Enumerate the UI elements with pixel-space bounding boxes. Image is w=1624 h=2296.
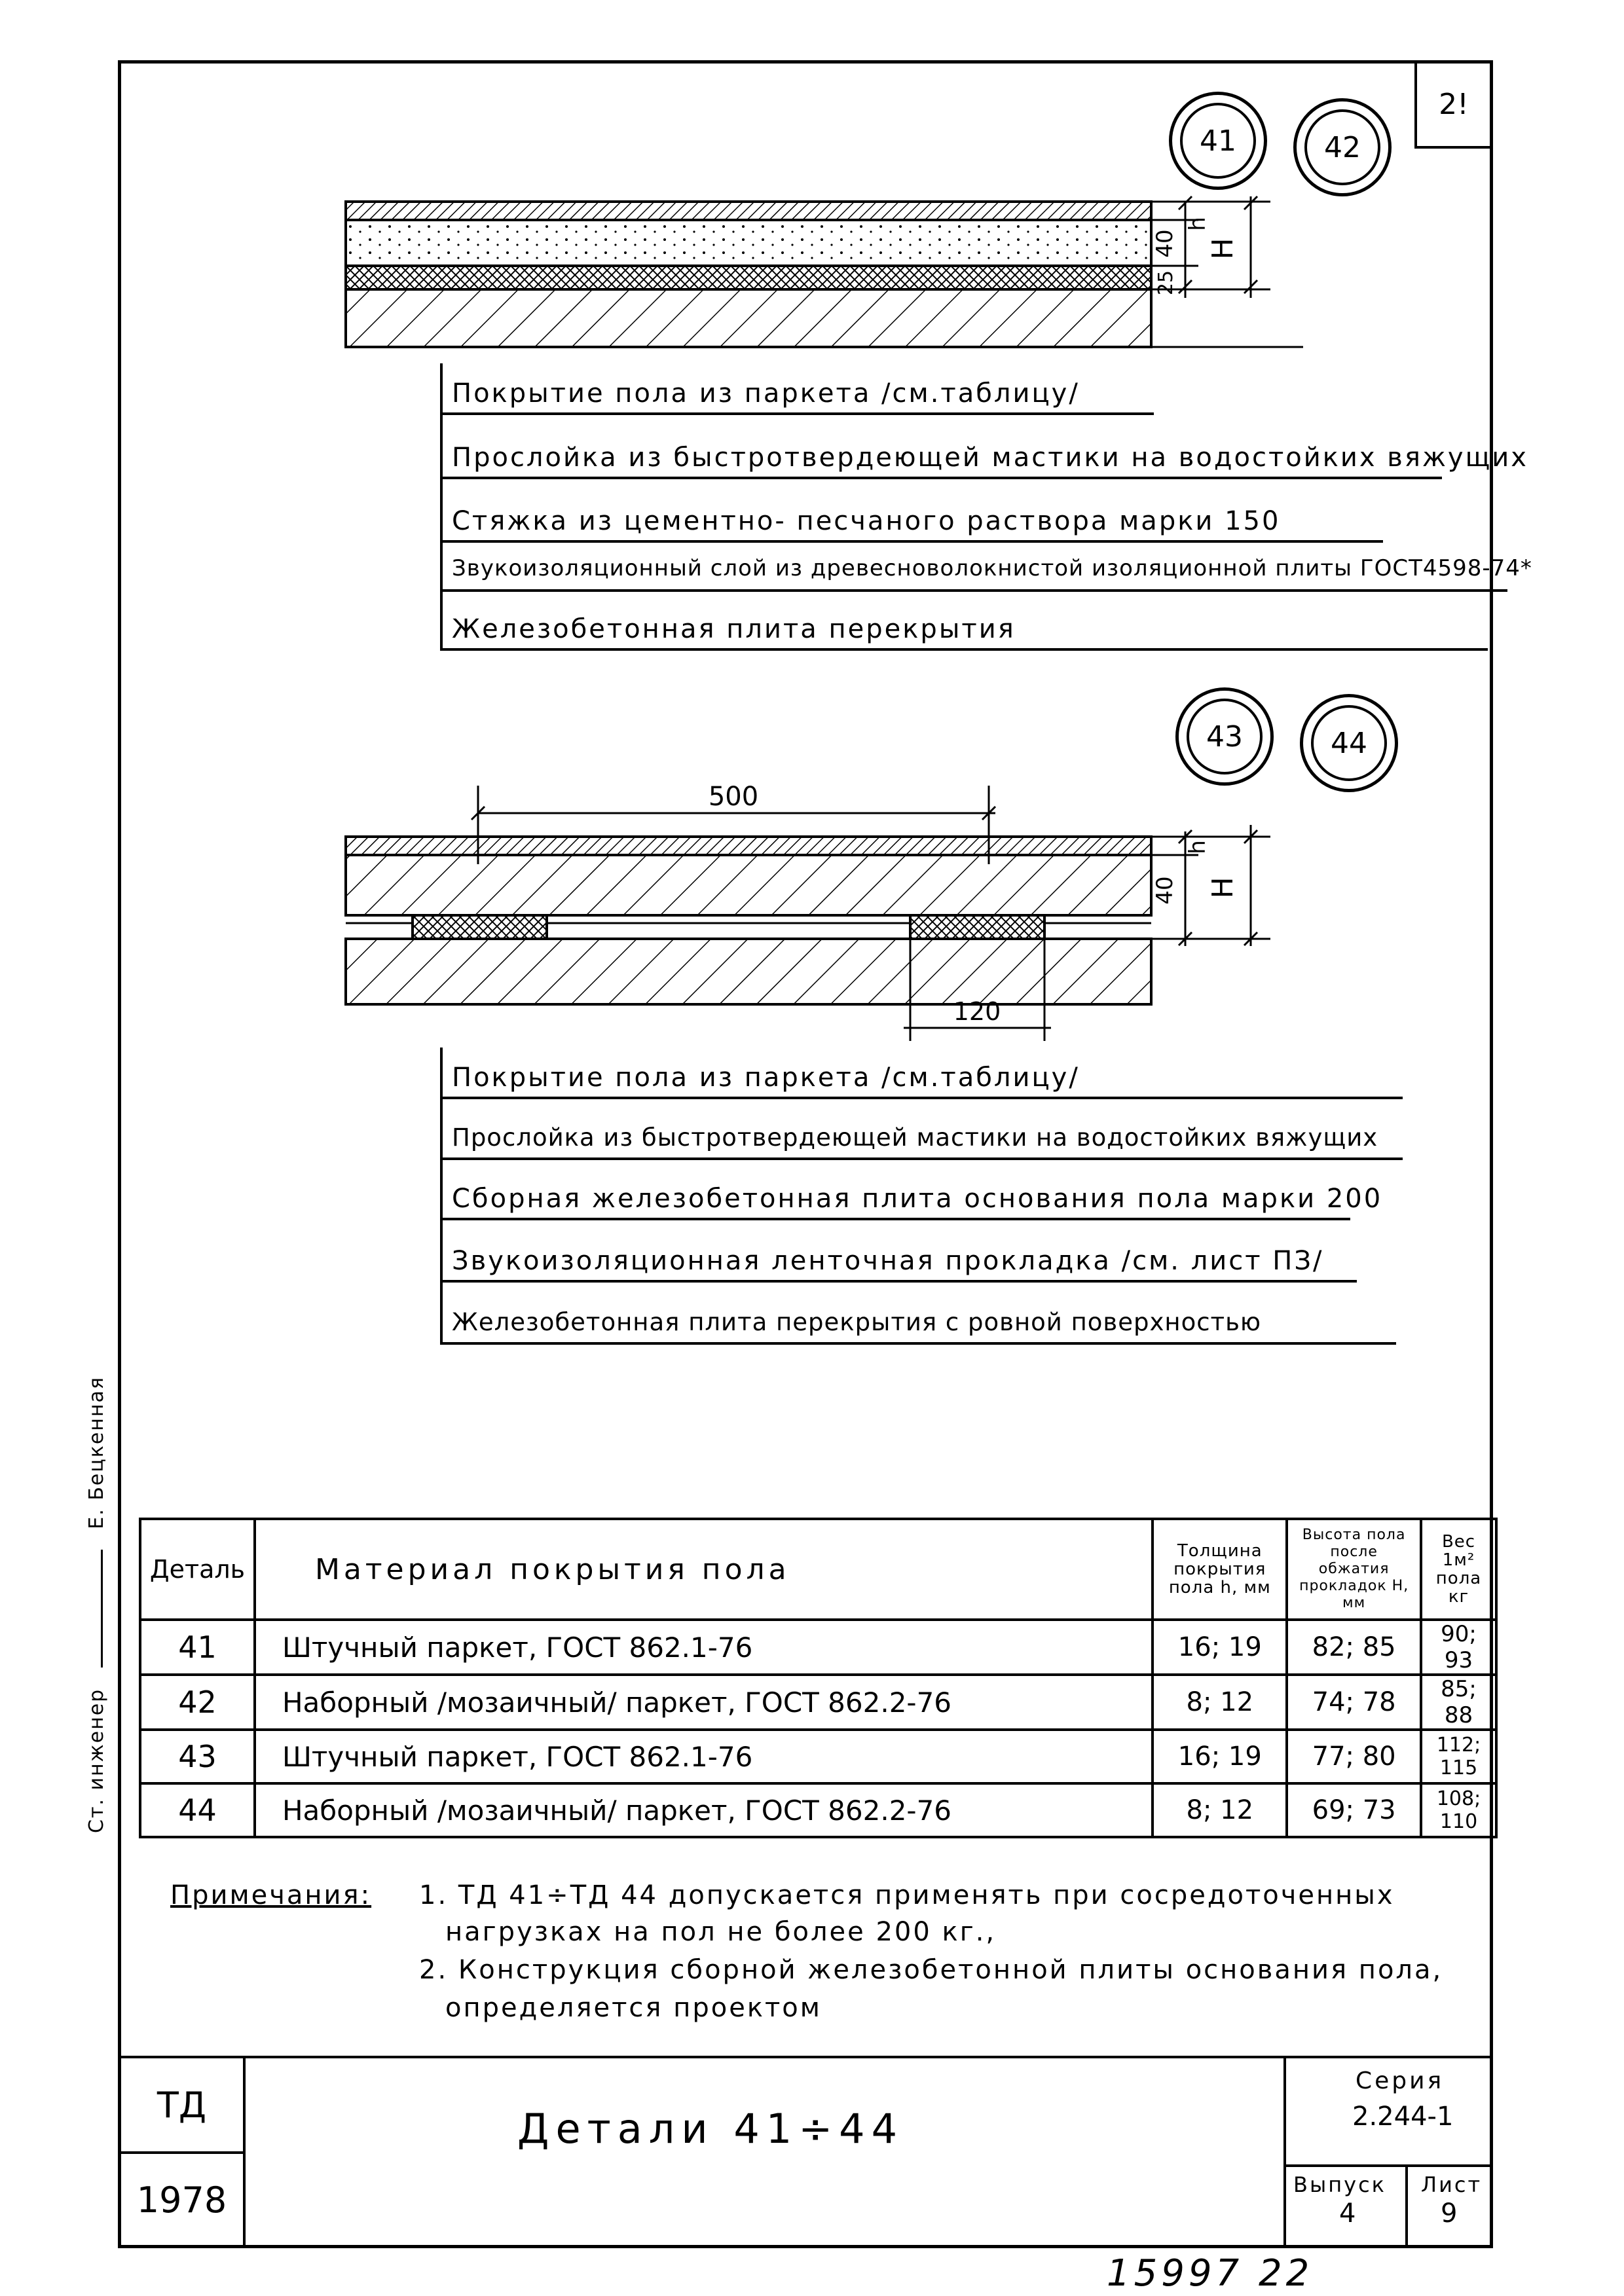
legend-line-1-1 (440, 412, 1154, 415)
th-height: Высота пола после обжатия прокладок H, мм (1287, 1519, 1421, 1620)
cell-thickness: 16; 19 (1153, 1620, 1287, 1675)
legend-layer-1-5: Железобетонная плита перекрытия (452, 614, 1016, 644)
note-2-line-1: 2. Конструкция сборной железобетонной плиты основания пола, (419, 1955, 1443, 1985)
legend-layer-2-1: Покрытие пола из паркета /см.таблицу/ (452, 1063, 1080, 1093)
detail-marker-43: 43 (1175, 687, 1274, 786)
table-row (140, 1730, 1496, 1783)
tb-year-cell (118, 2151, 246, 2248)
legend-layer-2-2: Прослойка из быстротвердеющей мастики на водостойких вяжущих (452, 1123, 1378, 1152)
cell-weight: 90; 93 (1421, 1620, 1496, 1675)
legend-layer-2-4: Звукоизоляционная ленточная прокладка /см. лист ПЗ/ (452, 1246, 1324, 1276)
tb-title: Детали 41÷44 (517, 2105, 904, 2153)
th-material: Материал покрытия пола (255, 1519, 1153, 1620)
legend-layer-1-1: Покрытие пола из паркета /см.таблицу/ (452, 378, 1080, 409)
cell-material: Штучный паркет, ГОСТ 862.1-76 (255, 1620, 1153, 1675)
dim-h-small: h (1185, 217, 1211, 231)
legend-line-1-2 (440, 477, 1442, 479)
signature-role: Ст. инженер (85, 1688, 108, 1833)
th-thickness: Толщина покрытия пола h, мм (1153, 1519, 1287, 1620)
detail-marker-41: 41 (1169, 92, 1267, 190)
table-row (140, 1620, 1496, 1675)
cell-thickness: 16; 19 (1153, 1730, 1287, 1783)
dim-h-big-2: H (1206, 877, 1240, 899)
notes-title: Примечания: (170, 1880, 372, 1910)
legend-line-2-2 (440, 1157, 1403, 1160)
note-1-line-2: нагрузках на пол не более 200 кг., (445, 1917, 997, 1947)
cell-weight: 108; 110 (1421, 1783, 1496, 1837)
legend-stem-1 (440, 363, 443, 648)
legend-layer-1-3: Стяжка из цементно- песчаного раствора марки 150 (452, 506, 1281, 536)
cell-thickness: 8; 12 (1153, 1675, 1287, 1730)
cell-detail: 42 (140, 1675, 255, 1730)
legend-stem-2 (440, 1048, 443, 1342)
footer-stamp: 15997 22 (1107, 2252, 1314, 2295)
cell-material: Наборный /мозаичный/ паркет, ГОСТ 862.2-76 (255, 1675, 1153, 1730)
tb-series-label: Серия (1356, 2068, 1445, 2094)
dim-pad-120: 120 (953, 997, 1001, 1026)
tb-issue: 4 (1339, 2198, 1356, 2229)
th-weight: Вес 1м² пола кг (1421, 1519, 1496, 1620)
legend-layer-2-5: Железобетонная плита перекрытия с ровной поверхностью (452, 1308, 1262, 1336)
tb-sheet-label: Лист (1421, 2172, 1483, 2197)
cell-height: 82; 85 (1287, 1620, 1421, 1675)
cell-material: Штучный паркет, ГОСТ 862.1-76 (255, 1730, 1153, 1783)
tb-code-cell (118, 2056, 246, 2154)
legend-line-2-4 (440, 1280, 1357, 1283)
note-2-line-2: определяется проектом (445, 1993, 822, 2023)
legend-layer-1-4: Звукоизоляционный слой из древесноволокнистой изоляционной плиты ГОСТ4598-74* (452, 555, 1532, 581)
detail-marker-44: 44 (1300, 694, 1398, 792)
legend-line-2-3 (440, 1218, 1350, 1220)
table-header-row (140, 1519, 1496, 1620)
legend-line-2-5 (440, 1342, 1396, 1345)
legend-line-1-3 (440, 540, 1383, 543)
tb-sheet: 9 (1441, 2198, 1458, 2229)
floor-section-1 (327, 183, 1323, 367)
table-row (140, 1675, 1496, 1730)
cell-detail: 43 (140, 1730, 255, 1783)
legend-layer-1-2: Прослойка из быстротвердеющей мастики на водостойких вяжущих (452, 443, 1528, 473)
floor-section-2 (327, 766, 1297, 1054)
tb-issue-label: Выпуск (1293, 2172, 1386, 2197)
cell-weight: 112; 115 (1421, 1730, 1496, 1783)
cell-detail: 44 (140, 1783, 255, 1837)
cell-height: 77; 80 (1287, 1730, 1421, 1783)
note-1-line-1: 1. ТД 41÷ТД 44 допускается применять при сосредоточенных (419, 1880, 1395, 1910)
signature-mark (101, 1550, 103, 1667)
th-detail: Деталь (140, 1519, 255, 1620)
dim-thickness-25: 25 (1154, 270, 1177, 296)
dim-h-small-2: h (1185, 840, 1211, 854)
cell-height: 69; 73 (1287, 1783, 1421, 1837)
cell-weight: 85; 88 (1421, 1675, 1496, 1730)
cell-material: Наборный /мозаичный/ паркет, ГОСТ 862.2-76 (255, 1783, 1153, 1837)
dim-thickness-40b: 40 (1152, 876, 1178, 905)
material-table (139, 1518, 1498, 1838)
corner-number: 2! (1439, 88, 1469, 121)
cell-height: 74; 78 (1287, 1675, 1421, 1730)
legend-line-1-5 (440, 648, 1488, 651)
detail-marker-42: 42 (1293, 98, 1392, 196)
legend-line-2-1 (440, 1097, 1403, 1099)
tb-year: 1978 (136, 2179, 227, 2221)
tb-code: ТД (157, 2084, 207, 2126)
dim-thickness-40: 40 (1152, 229, 1178, 258)
dim-h-big: H (1206, 238, 1240, 260)
corner-box (1414, 60, 1493, 149)
cell-thickness: 8; 12 (1153, 1783, 1287, 1837)
legend-line-1-4 (440, 589, 1507, 592)
cell-detail: 41 (140, 1620, 255, 1675)
signature-name: Е. Бецкенная (85, 1376, 108, 1529)
table-row (140, 1783, 1496, 1837)
legend-layer-2-3: Сборная железобетонная плита основания пола марки 200 (452, 1184, 1383, 1214)
tb-series: 2.244-1 (1352, 2102, 1454, 2132)
dim-span-500: 500 (708, 782, 759, 812)
